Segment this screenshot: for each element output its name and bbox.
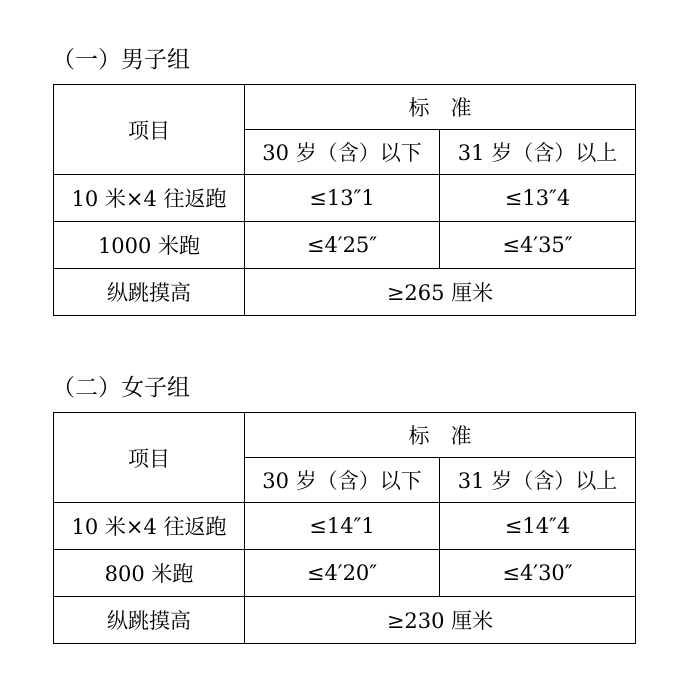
item-cell: 1000 米跑 xyxy=(54,222,245,269)
young-standard-cell: ≤13″1 xyxy=(245,175,440,222)
age-old-header: 31 岁（含）以上 xyxy=(440,130,636,175)
table-row xyxy=(54,175,636,222)
item-header: 项目 xyxy=(54,85,245,175)
standard-header: 标 准 xyxy=(245,413,636,458)
age-young-header: 30 岁（含）以下 xyxy=(245,130,440,175)
item-cell: 800 米跑 xyxy=(54,550,245,597)
all-ages-standard-cell: ≥230 厘米 xyxy=(245,597,636,644)
young-standard-cell: ≤4′20″ xyxy=(245,550,440,597)
table-row xyxy=(54,269,636,316)
young-standard-cell: ≤14″1 xyxy=(245,503,440,550)
item-cell: 纵跳摸高 xyxy=(54,597,245,644)
age-old-header: 31 岁（含）以上 xyxy=(440,458,636,503)
table-header-row xyxy=(54,413,636,458)
table-row xyxy=(54,597,636,644)
young-standard-cell: ≤4′25″ xyxy=(245,222,440,269)
standard-header: 标 准 xyxy=(245,85,636,130)
item-cell: 纵跳摸高 xyxy=(54,269,245,316)
old-standard-cell: ≤13″4 xyxy=(440,175,636,222)
table-row xyxy=(54,550,636,597)
table-header-row xyxy=(54,85,636,130)
female-standards-table xyxy=(53,412,636,644)
all-ages-standard-cell: ≥265 厘米 xyxy=(245,269,636,316)
male-standards-table xyxy=(53,84,636,316)
table-row xyxy=(54,222,636,269)
female-group-title: （二）女子组 xyxy=(52,375,190,401)
old-standard-cell: ≤4′30″ xyxy=(440,550,636,597)
item-cell: 10 米×4 往返跑 xyxy=(54,175,245,222)
old-standard-cell: ≤4′35″ xyxy=(440,222,636,269)
age-young-header: 30 岁（含）以下 xyxy=(245,458,440,503)
item-cell: 10 米×4 往返跑 xyxy=(54,503,245,550)
old-standard-cell: ≤14″4 xyxy=(440,503,636,550)
table-row xyxy=(54,503,636,550)
item-header: 项目 xyxy=(54,413,245,503)
male-group-title: （一）男子组 xyxy=(52,47,190,73)
